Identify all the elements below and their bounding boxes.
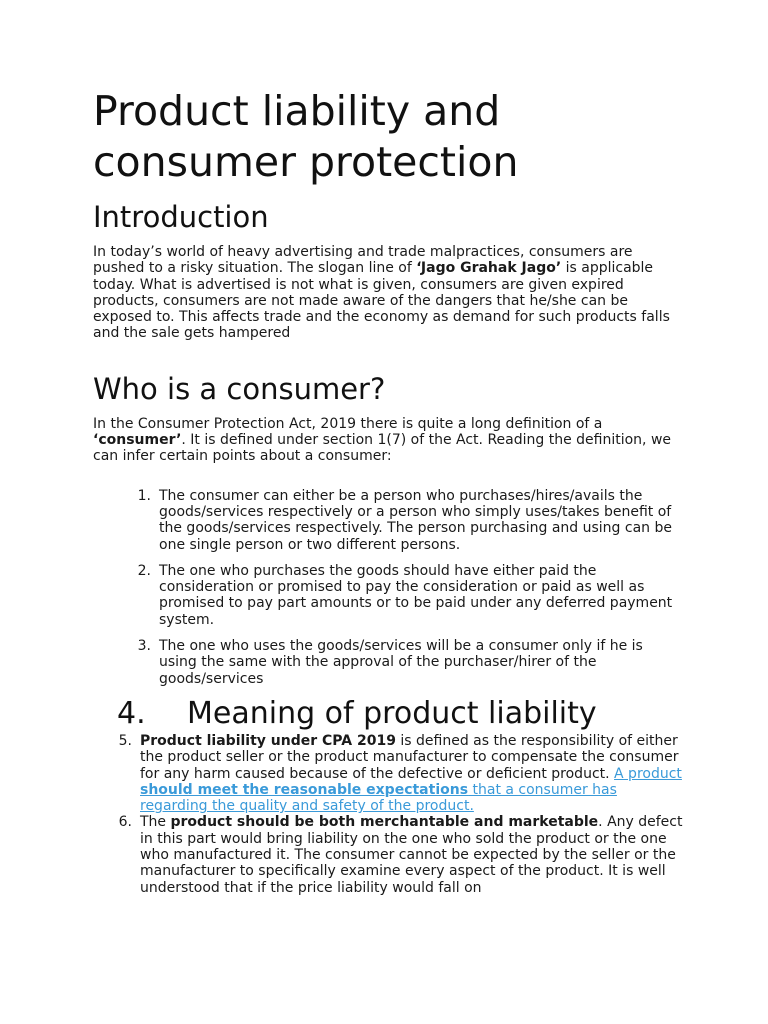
who-text-2: . It is defined under section 1(7) of the Act. Reading the definition, we can infer certain points about a consumer: <box>93 432 672 465</box>
list-item-text: The one who uses the goods/services will be a consumer only if he is using the same with the approval of the purchaser/hirer of the goods/services <box>159 638 643 687</box>
list-item-text: The consumer can either be a person who purchases/hires/avails the goods/services respectively or a person who simply uses/takes benefit of the goods/services respectively. The person purchasing and using can be one single person or two different persons. <box>159 487 672 553</box>
list-item <box>118 814 683 896</box>
who-text-1: In the Consumer Protection Act, 2019 there is quite a long definition of a <box>93 415 603 432</box>
list-item <box>137 562 683 628</box>
list-item-text: The one who purchases the goods should have either paid the consideration or promised to pay the consideration or paid as well as promised to pay part amounts or to be paid under any deferred payment system. <box>159 562 673 628</box>
item-prefix: The <box>140 814 171 831</box>
introduction-heading: Introduction <box>93 200 269 234</box>
merchantable-term: product should be both merchantable and marketable <box>170 814 599 831</box>
slogan-text: ‘Jago Grahak Jago’ <box>416 260 562 277</box>
list-number: 2. <box>137 562 151 579</box>
heading-number: 4. <box>117 695 146 731</box>
merchantable-text: . Any defect in this part would bring liability on the one who sold the product or the one who manufactured it. The consumer cannot be expected by the seller or the manufacturer to specifically examine every aspect of the product. It is well understood that if the price liability would fall on <box>140 814 683 896</box>
list-item <box>137 487 683 553</box>
liability-definition: is defined as the responsibility of either the product seller or the product manufacturer to compensate the consumer for any harm caused because of the defective or deficient product. <box>140 732 679 782</box>
liability-list <box>118 732 683 896</box>
document-title: Product liability and consumer protection <box>93 87 519 186</box>
list-item <box>137 638 683 687</box>
heading-text: Meaning of product liability <box>187 695 597 731</box>
who-paragraph <box>93 416 683 465</box>
meaning-heading <box>117 697 683 731</box>
list-number: 6. <box>118 814 132 831</box>
intro-text-2: is applicable today. What is advertised is not what is given, consumers are given expired products, consumers are not made aware of the dangers that he/she can be exposed to. This affects trade and the economy as demand for such products falls and the sale gets hampered <box>93 260 670 342</box>
list-number: 3. <box>137 638 151 655</box>
link-text-1[interactable]: A product <box>614 765 682 782</box>
list-number: 5. <box>118 732 132 749</box>
consumer-points-list <box>137 487 683 687</box>
list-item <box>118 732 683 815</box>
consumer-term: ‘consumer’ <box>93 432 182 449</box>
document-page <box>93 86 683 896</box>
link-bold-text[interactable]: should meet the reasonable expectations <box>140 781 469 798</box>
intro-text-1: In today’s world of heavy advertising and trade malpractices, consumers are pushed to a risky situation. The slogan line of <box>93 244 633 277</box>
liability-term: Product liability under CPA 2019 <box>140 732 396 749</box>
introduction-paragraph <box>93 244 683 342</box>
who-is-consumer-heading: Who is a consumer? <box>93 371 386 406</box>
link-text-2[interactable]: that a consumer has regarding the quality and safety of the product. <box>140 781 617 815</box>
list-number: 1. <box>137 487 151 504</box>
